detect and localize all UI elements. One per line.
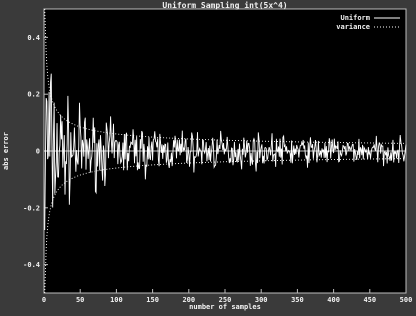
- x-tick-label: 450: [363, 296, 377, 304]
- y-axis-label: abs error: [2, 132, 10, 170]
- x-tick-label: 200: [182, 296, 196, 304]
- x-tick-label: 50: [75, 296, 85, 304]
- y-tick-label: 0.4: [27, 33, 40, 42]
- x-tick-label: 250: [218, 296, 232, 304]
- legend-label-variance: variance: [336, 23, 370, 31]
- x-tick-label: 300: [254, 296, 268, 304]
- x-tick-label: 500: [399, 296, 413, 304]
- y-tick-label: 0: [35, 147, 40, 156]
- y-tick-label: -0.4: [23, 261, 40, 270]
- x-axis-label: number of samples: [189, 303, 261, 311]
- x-tick-label: 350: [291, 296, 304, 304]
- legend-label-uniform: Uniform: [340, 14, 370, 22]
- x-tick-label: 0: [41, 296, 47, 304]
- chart-title: Uniform Sampling int(5x^4): [162, 1, 288, 10]
- x-tick-label: 150: [146, 296, 159, 304]
- y-tick-label: -0.2: [23, 204, 40, 213]
- x-tick-label: 400: [327, 296, 340, 304]
- x-tick-label: 100: [110, 296, 123, 304]
- y-tick-label: 0.2: [27, 90, 40, 99]
